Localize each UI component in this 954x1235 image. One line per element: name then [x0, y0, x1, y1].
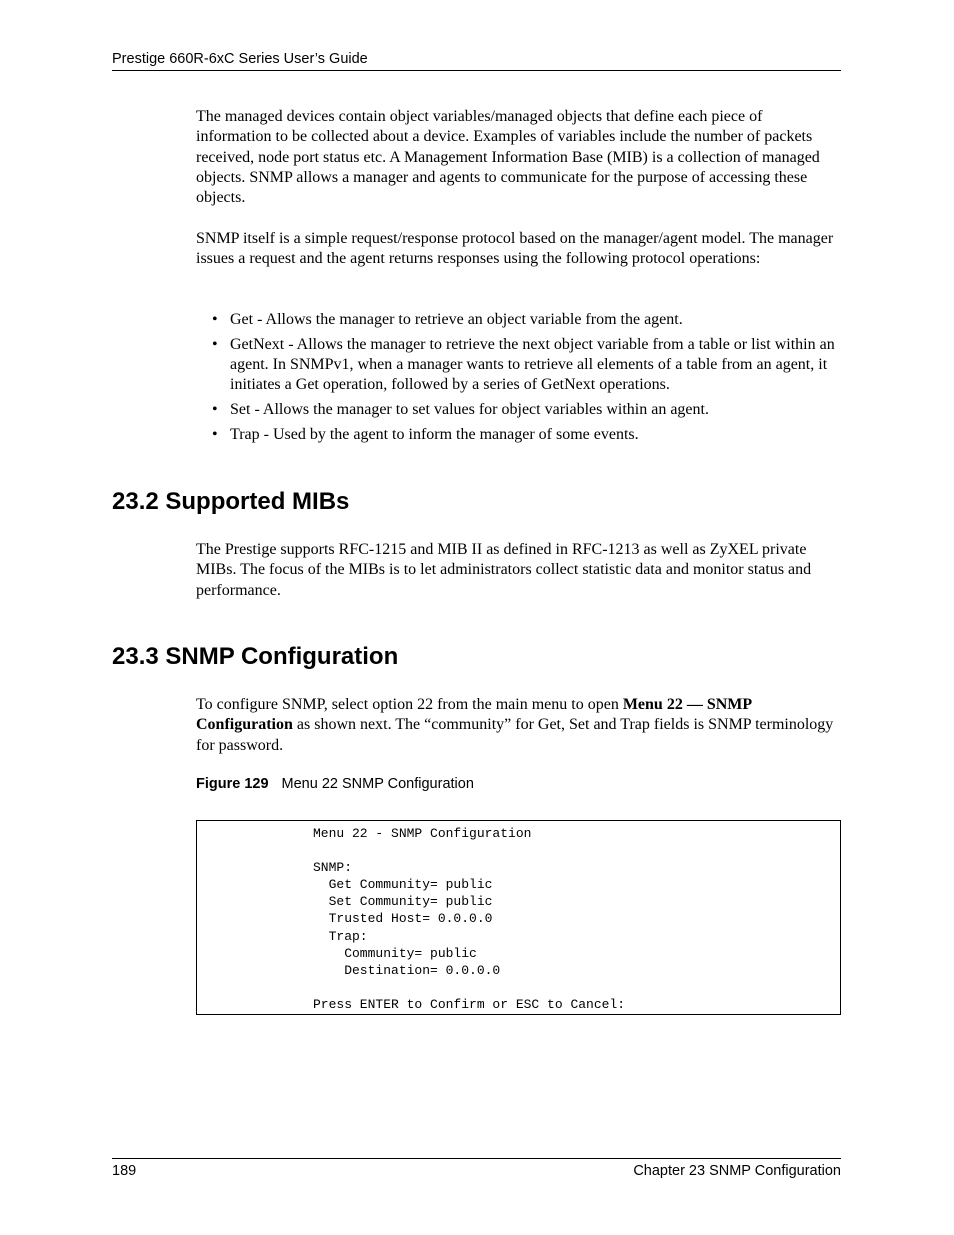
config-menu-name: Menu 22 — SNMP Configuration	[196, 696, 752, 734]
operation-set: Set - Allows the manager to set values for object variables within an agent.	[230, 401, 709, 419]
terminal-text	[313, 825, 625, 1013]
list-item	[212, 310, 842, 330]
config-text-before: To configure SNMP, select option 22 from the main menu to open	[196, 696, 623, 713]
figure-title: Menu 22 SNMP Configuration	[281, 776, 474, 792]
terminal-line: Destination= 0.0.0.0	[313, 962, 501, 978]
page-footer	[112, 1158, 841, 1179]
terminal-line: Set Community= public	[313, 894, 493, 910]
list-item	[212, 335, 842, 396]
section-heading-mibs: 23.2 Supported MIBs	[112, 488, 350, 515]
terminal-line: SNMP:	[313, 860, 353, 876]
operation-trap: Trap - Used by the agent to inform the manager of some events.	[230, 425, 639, 443]
list-item	[212, 425, 842, 445]
intro-text-2: SNMP itself is a simple request/response protocol based on the manager/agent model. The manager issues a request and the agent returns responses using the following protocol operations:	[196, 230, 834, 268]
figure-caption	[196, 776, 474, 792]
terminal-screen	[196, 820, 841, 1015]
config-paragraph	[196, 695, 841, 756]
bullet-mark: •	[212, 335, 218, 353]
operation-get: Get - Allows the manager to retrieve an object variable from the agent.	[230, 311, 683, 328]
intro-text-1: The managed devices contain object variables/managed objects that define each piece of information to be collected about a device. Examples of variables include the number of packets received, node port status etc. A Management Information Base (MIB) is a collection of managed objects. SNMP allows a manager and agents to communicate for the purpose of accessing these objects.	[196, 108, 820, 207]
operations-list	[212, 310, 842, 450]
running-header: Prestige 660R-6xC Series User’s Guide	[112, 51, 841, 71]
config-text	[196, 695, 841, 756]
bullet-mark: •	[212, 311, 218, 328]
chapter-title: Chapter 23 SNMP Configuration	[633, 1163, 841, 1179]
operation-getnext: GetNext - Allows the manager to retrieve the next object variable from a table or list within an agent. In SNMPv1, when a manager wants to retrieve all elements of a table from an agent, it initiates a Get operation, followed by a series of GetNext operations.	[230, 335, 835, 394]
terminal-line: Trusted Host= 0.0.0.0	[313, 911, 493, 927]
figure-label: Figure 129	[196, 776, 269, 792]
terminal-line: Community= public	[313, 945, 477, 961]
bullet-mark: •	[212, 401, 218, 419]
mibs-text: The Prestige supports RFC-1215 and MIB II as defined in RFC-1213 as well as ZyXEL private MIBs. The focus of the MIBs is to let administrators collect statistic data and monitor status and performance.	[196, 541, 812, 599]
bullet-mark: •	[212, 425, 218, 443]
terminal-line: Get Community= public	[313, 877, 493, 893]
terminal-line: Press ENTER to Confirm or ESC to Cancel:	[313, 996, 626, 1012]
page-number: 189	[112, 1163, 137, 1179]
mibs-paragraph	[196, 540, 841, 601]
intro-paragraph-1	[196, 107, 841, 208]
config-text-after: as shown next. The “community” for Get, Set and Trap fields is SNMP terminology for password.	[196, 716, 834, 754]
section-heading-config: 23.3 SNMP Configuration	[112, 643, 399, 670]
list-item	[212, 400, 842, 420]
terminal-line: Menu 22 - SNMP Configuration	[313, 826, 532, 841]
intro-paragraph-2	[196, 229, 841, 270]
terminal-line: Trap:	[313, 928, 368, 944]
